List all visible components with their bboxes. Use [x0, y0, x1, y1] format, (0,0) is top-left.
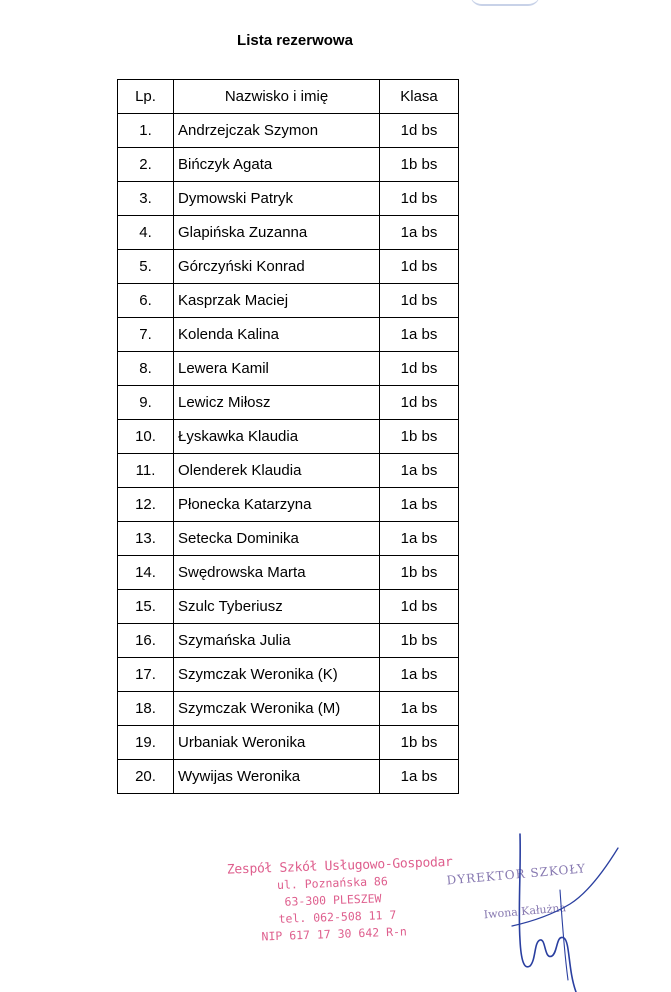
row-number: 17.: [118, 658, 174, 692]
table-row: [118, 556, 459, 590]
table-row: [118, 352, 459, 386]
school-stamp-line: ul. Poznańska 86: [276, 874, 388, 892]
student-class: 1a bs: [380, 760, 459, 794]
row-number: 18.: [118, 692, 174, 726]
row-number: 13.: [118, 522, 174, 556]
table-row: [118, 148, 459, 182]
student-name: Glapińska Zuzanna: [174, 216, 380, 250]
student-class: 1b bs: [380, 148, 459, 182]
student-class: 1a bs: [380, 454, 459, 488]
student-name: Andrzejczak Szymon: [174, 114, 380, 148]
student-class: 1b bs: [380, 556, 459, 590]
student-name: Górczyński Konrad: [174, 250, 380, 284]
director-stamp-title: DYREKTOR SZKOŁY: [446, 861, 587, 888]
table-row: [118, 386, 459, 420]
row-number: 16.: [118, 624, 174, 658]
handwritten-signature: [490, 830, 630, 992]
row-number: 15.: [118, 590, 174, 624]
header-lp: Lp.: [118, 80, 174, 114]
table-row: [118, 318, 459, 352]
student-name: Dymowski Patryk: [174, 182, 380, 216]
student-class: 1a bs: [380, 658, 459, 692]
table-row: [118, 250, 459, 284]
student-name: Bińczyk Agata: [174, 148, 380, 182]
school-stamp-line: tel. 062-508 11 7: [278, 907, 397, 926]
table-body: [118, 114, 459, 794]
row-number: 3.: [118, 182, 174, 216]
table-row: [118, 454, 459, 488]
student-name: Płonecka Katarzyna: [174, 488, 380, 522]
student-class: 1b bs: [380, 420, 459, 454]
student-name: Szulc Tyberiusz: [174, 590, 380, 624]
student-name: Swędrowska Marta: [174, 556, 380, 590]
student-name: Lewera Kamil: [174, 352, 380, 386]
school-stamp-line: NIP 617 17 30 642 R-n: [261, 924, 408, 944]
student-class: 1b bs: [380, 726, 459, 760]
student-class: 1a bs: [380, 216, 459, 250]
table-row: [118, 760, 459, 794]
student-class: 1d bs: [380, 590, 459, 624]
student-class: 1a bs: [380, 488, 459, 522]
table-row: [118, 726, 459, 760]
student-class: 1b bs: [380, 624, 459, 658]
row-number: 14.: [118, 556, 174, 590]
table-header-row: [118, 80, 459, 114]
row-number: 7.: [118, 318, 174, 352]
row-number: 8.: [118, 352, 174, 386]
student-class: 1d bs: [380, 284, 459, 318]
scan-edge-mark: [470, 0, 540, 6]
school-stamp-line: 63-300 PLESZEW: [284, 891, 382, 909]
student-name: Szymczak Weronika (M): [174, 692, 380, 726]
student-class: 1d bs: [380, 114, 459, 148]
row-number: 11.: [118, 454, 174, 488]
student-name: Łyskawka Klaudia: [174, 420, 380, 454]
student-name: Wywijas Weronika: [174, 760, 380, 794]
student-name: Olenderek Klaudia: [174, 454, 380, 488]
student-name: Lewicz Miłosz: [174, 386, 380, 420]
table-row: [118, 420, 459, 454]
table-row: [118, 658, 459, 692]
table-row: [118, 522, 459, 556]
row-number: 6.: [118, 284, 174, 318]
row-number: 20.: [118, 760, 174, 794]
reserve-list-table: [117, 79, 459, 794]
student-name: Kasprzak Maciej: [174, 284, 380, 318]
student-name: Kolenda Kalina: [174, 318, 380, 352]
student-class: 1d bs: [380, 250, 459, 284]
document-title: Lista rezerwowa: [237, 32, 353, 49]
table-row: [118, 216, 459, 250]
student-name: Szymczak Weronika (K): [174, 658, 380, 692]
student-name: Szymańska Julia: [174, 624, 380, 658]
student-name: Urbaniak Weronika: [174, 726, 380, 760]
row-number: 9.: [118, 386, 174, 420]
row-number: 4.: [118, 216, 174, 250]
header-name: Nazwisko i imię: [174, 80, 380, 114]
table-row: [118, 692, 459, 726]
student-class: 1d bs: [380, 386, 459, 420]
school-stamp: [226, 854, 453, 946]
row-number: 10.: [118, 420, 174, 454]
table-row: [118, 182, 459, 216]
table-row: [118, 624, 459, 658]
header-class: Klasa: [380, 80, 459, 114]
row-number: 2.: [118, 148, 174, 182]
student-class: 1a bs: [380, 318, 459, 352]
student-class: 1a bs: [380, 522, 459, 556]
student-name: Setecka Dominika: [174, 522, 380, 556]
row-number: 12.: [118, 488, 174, 522]
table-row: [118, 114, 459, 148]
table-row: [118, 590, 459, 624]
row-number: 5.: [118, 250, 174, 284]
table-row: [118, 488, 459, 522]
director-stamp-name: Iwona Kałużna: [483, 901, 567, 922]
student-class: 1a bs: [380, 692, 459, 726]
table-row: [118, 284, 459, 318]
row-number: 1.: [118, 114, 174, 148]
row-number: 19.: [118, 726, 174, 760]
school-stamp-line: Zespół Szkół Usługowo-Gospodar: [226, 854, 453, 878]
student-class: 1d bs: [380, 182, 459, 216]
student-class: 1d bs: [380, 352, 459, 386]
